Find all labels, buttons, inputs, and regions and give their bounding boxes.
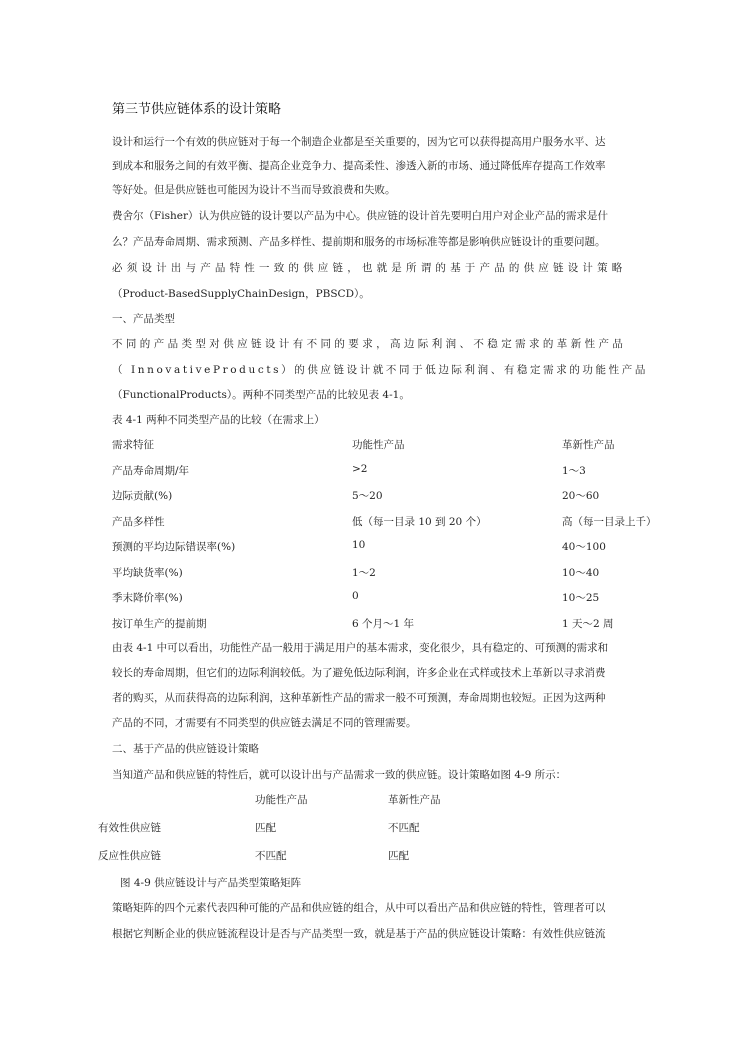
text-line: 较长的寿命周期，但它们的边际利润较低。为了避免低边际利润，许多企业在式样或技术上革新以寻求消费	[112, 667, 606, 679]
matrix-header-cell: 功能性产品	[255, 794, 308, 806]
table-row	[112, 463, 672, 489]
matrix-row-label: 有效性供应链	[98, 822, 161, 834]
table-cell: 1 天～2 周	[562, 617, 614, 630]
table-row	[112, 539, 672, 565]
matrix-row	[98, 820, 498, 848]
text-line: 等好处。但是供应链也可能因为设计不当而导致浪费和失败。	[112, 184, 396, 196]
text-line: 产品的不同，才需要有不同类型的供应链去满足不同的管理需要。	[112, 717, 417, 729]
table-cell: 平均缺货率(%)	[112, 566, 183, 579]
matrix-row	[98, 848, 498, 876]
table-cell: 40～100	[562, 541, 606, 553]
text-line: 费舍尔（Fisher）认为供应链的设计要以产品为中心。供应链的设计首先要明白用户对企业产品的需求是什	[112, 210, 609, 222]
section-title: 第三节供应链体系的设计策略	[112, 102, 282, 117]
table-cell: 产品多样性	[112, 515, 165, 528]
matrix-row-label: 反应性供应链	[98, 850, 161, 862]
table-cell: 6 个月～1 年	[352, 617, 415, 630]
text-line: （FunctionalProducts）。两种不同类型产品的比较见表 4-1。	[112, 389, 410, 401]
heading-product-types: 一、产品类型	[112, 313, 175, 325]
matrix-cell: 不匹配	[388, 822, 420, 834]
text-line: 么？产品寿命周期、需求预测、产品多样性、提前期和服务的市场标准等都是影响供应链设计的重要问题。	[112, 236, 606, 248]
table-header-cell: 功能性产品	[352, 439, 405, 451]
table-cell: 0	[352, 590, 359, 602]
table-caption: 表 4-1 两种不同类型产品的比较（在需求上）	[112, 414, 325, 426]
text-line: 策略矩阵的四个元素代表四种可能的产品和供应链的组合，从中可以看出产品和供应链的特性，管理者可以	[112, 902, 606, 914]
table-cell: 产品寿命周期/年	[112, 464, 190, 477]
table-cell: 5～20	[352, 490, 383, 502]
matrix-cell: 匹配	[255, 822, 276, 834]
table-cell: 边际贡献(%)	[112, 490, 173, 502]
table-cell: 季末降价率(%)	[112, 592, 183, 604]
table-row	[112, 514, 672, 540]
text-line: （ InnovativeProducts）的供应链设计就不同于低边际利润、有稳定需求的功能性产品	[112, 364, 648, 376]
table-row	[112, 616, 672, 642]
text-line: 由表 4-1 中可以看出，功能性产品一般用于满足用户的基本需求，变化很少，具有稳定的、可预测的需求和	[112, 642, 609, 654]
text-line: 者的购买，从而获得高的边际利润，这种革新性产品的需求一般不可预测，寿命周期也较短。正因为这两种	[112, 692, 606, 704]
table-cell: 10～25	[562, 592, 600, 604]
table-cell: 低（每一目录 10 到 20 个）	[352, 515, 487, 528]
matrix-cell: 不匹配	[255, 850, 287, 862]
table-cell: >2	[352, 462, 368, 475]
text-line: 设计和运行一个有效的供应链对于每一个制造企业都是至关重要的，因为它可以获得提高用户服务水平、达	[112, 136, 606, 148]
table-header-cell: 革新性产品	[562, 439, 615, 451]
paragraph-strategy-intro: 当知道产品和供应链的特性后，就可以设计出与产品需求一致的供应链。设计策略如图 4-9 所示：	[112, 769, 567, 781]
table-row	[112, 488, 672, 514]
text-line: （Product-BasedSupplyChainDesign，PBSCD）。	[112, 288, 370, 300]
table-cell: 高（每一目录上千）	[562, 515, 657, 528]
table-row	[112, 590, 672, 616]
text-line: 不同的产品类型对供应链设计有不同的要求，高边际利润、不稳定需求的革新性产品	[112, 338, 627, 350]
table-cell: 按订单生产的提前期	[112, 617, 207, 630]
table-header-row	[112, 437, 672, 463]
text-line: 根据它判断企业的供应链流程设计是否与产品类型一致，就是基于产品的供应链设计策略：有效性供应链流	[112, 928, 606, 940]
strategy-matrix	[98, 792, 498, 876]
table-cell: 10	[352, 539, 366, 551]
figure-caption: 图 4-9 供应链设计与产品类型策略矩阵	[120, 877, 302, 889]
text-line: 必须设计出与产品特性一致的供应链，也就是所谓的基于产品的供应链设计策略	[112, 262, 627, 274]
table-cell: 10～40	[562, 566, 600, 579]
table-cell: 1～2	[352, 566, 376, 579]
table-cell: 1～3	[562, 464, 586, 477]
matrix-header-row	[98, 792, 498, 820]
comparison-table	[112, 437, 672, 641]
table-cell: 20～60	[562, 490, 600, 502]
table-header-cell: 需求特征	[112, 439, 154, 451]
table-cell: 预测的平均边际错误率(%)	[112, 541, 236, 553]
text-line: 到成本和服务之间的有效平衡、提高企业竞争力、提高柔性、渗透入新的市场、通过降低库存提高工作效率	[112, 160, 606, 172]
heading-design-strategy: 二、基于产品的供应链设计策略	[112, 743, 259, 755]
table-row	[112, 565, 672, 591]
matrix-cell: 匹配	[388, 850, 409, 862]
matrix-header-cell: 革新性产品	[388, 794, 441, 806]
